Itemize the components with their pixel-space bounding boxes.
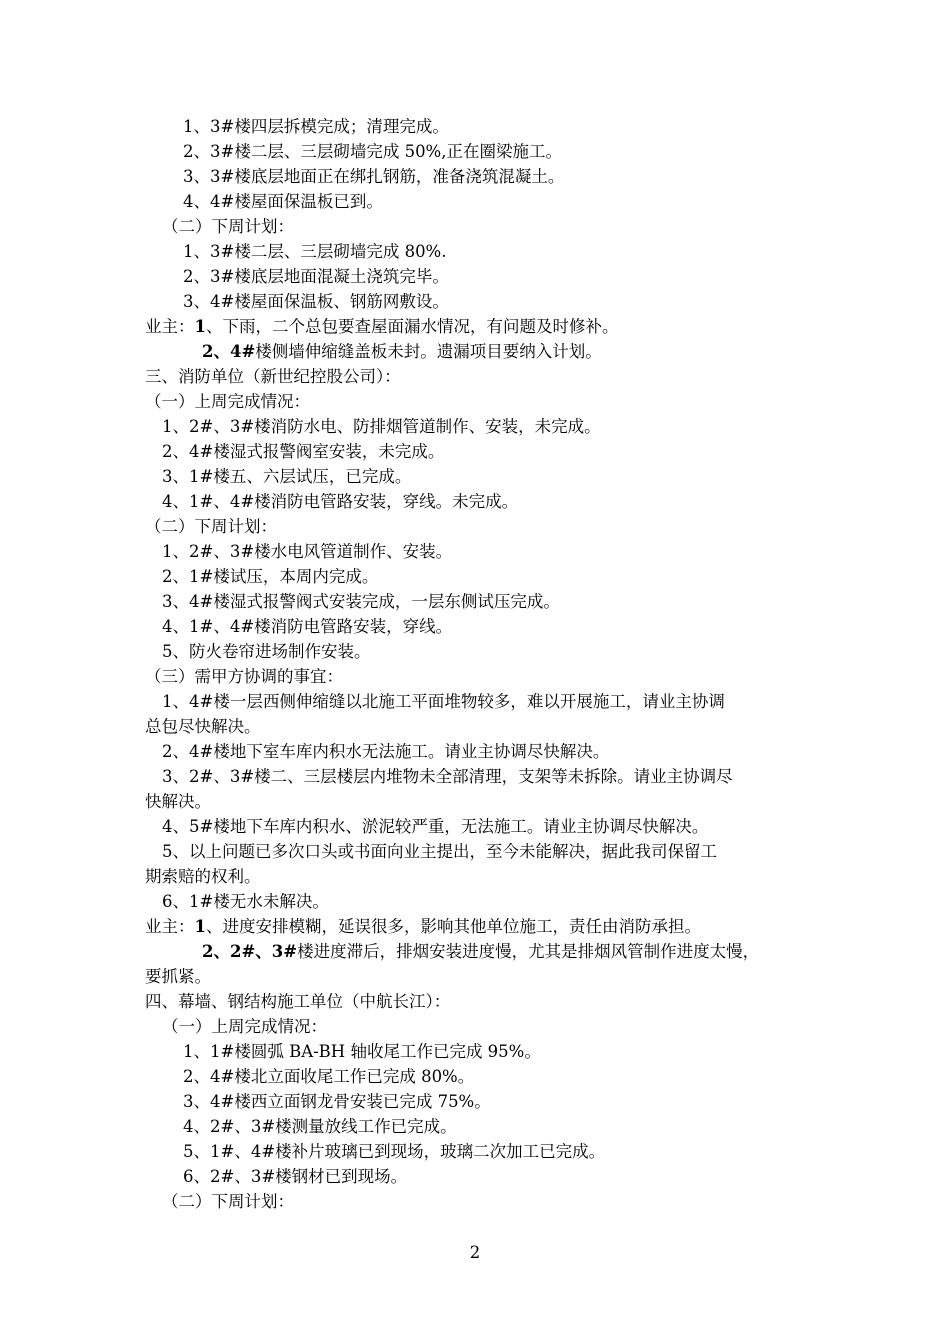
text-line: 总包尽快解决。 (145, 717, 261, 736)
bold-number: 2 (202, 342, 214, 361)
comment-text: 楼进度滞后，排烟安装进度慢，尤其是排烟风管制作进度太慢， (297, 942, 760, 961)
bold-number: 1 (194, 917, 206, 936)
text-line: 3、4#楼西立面钢龙骨安装已完成 75%。 (183, 1092, 491, 1111)
bold-text: 、2#、3# (213, 942, 298, 961)
text-line: 5、以上问题已多次口头或书面向业主提出，至今未能解决，据此我司保留工 (162, 842, 717, 861)
section-heading: 三、消防单位（新世纪控股公司）： (145, 367, 401, 386)
text-line: 3、4#楼屋面保温板、钢筋网敷设。 (183, 292, 449, 311)
section-heading: （二）下周计划： (162, 1192, 294, 1211)
text-line: 2、4#楼地下室车库内积水无法施工。请业主协调尽快解决。 (162, 742, 610, 761)
text-line: 1、1#楼圆弧 BA-BH 轴收尾工作已完成 95%。 (183, 1042, 541, 1061)
owner-comment-line (145, 917, 701, 937)
text-line: 1、2#、3#楼消防水电、防排烟管道制作、安装，未完成。 (162, 417, 601, 436)
comment-text: 楼侧墙伸缩缝盖板未封。遗漏项目要纳入计划。 (255, 342, 602, 361)
section-heading: （一）上周完成情况： (162, 1017, 327, 1036)
bold-number: 1 (194, 317, 206, 336)
text-line: 2、3#楼二层、三层砌墙完成 50%,正在圈梁施工。 (183, 142, 562, 161)
bold-text: 、4# (213, 342, 256, 361)
text-line: 1、3#楼四层拆模完成；清理完成。 (183, 117, 449, 136)
text-line: 4、4#楼屋面保温板已到。 (183, 192, 383, 211)
bold-number: 2 (202, 942, 214, 961)
owner-label: 业主： (145, 317, 195, 336)
text-line: 5、1#、4#楼补片玻璃已到现场，玻璃二次加工已完成。 (183, 1142, 606, 1161)
text-line: 3、3#楼底层地面正在绑扎钢筋，准备浇筑混凝土。 (183, 167, 565, 186)
section-heading: （二）下周计划： (145, 517, 277, 536)
text-line: 4、5#楼地下车库内积水、淤泥较严重，无法施工。请业主协调尽快解决。 (162, 817, 709, 836)
section-heading: （三）需甲方协调的事宜： (145, 667, 343, 686)
page-number: 2 (469, 1243, 481, 1262)
owner-comment-line (202, 342, 602, 362)
text-line: 2、1#楼试压，本周内完成。 (162, 567, 379, 586)
text-line: 6、2#、3#楼钢材已到现场。 (183, 1167, 408, 1186)
comment-text: 、进度安排模糊，延误很多，影响其他单位施工，责任由消防承担。 (205, 917, 701, 936)
text-line: 要抓紧。 (145, 967, 211, 986)
text-line: 4、2#、3#楼测量放线工作已完成。 (183, 1117, 457, 1136)
owner-label: 业主： (145, 917, 195, 936)
text-line: 期索赔的权利。 (145, 867, 261, 886)
text-line: 4、1#、4#楼消防电管路安装，穿线。未完成。 (162, 492, 519, 511)
section-heading: 四、幕墙、钢结构施工单位（中航长江）： (145, 992, 451, 1011)
text-line: 1、2#、3#楼水电风管道制作、安装。 (162, 542, 453, 561)
section-heading: （二）下周计划： (162, 217, 294, 236)
text-line: 3、4#楼湿式报警阀式安装完成，一层东侧试压完成。 (162, 592, 560, 611)
text-line: 2、3#楼底层地面混凝土浇筑完毕。 (183, 267, 449, 286)
text-line: 3、1#楼五、六层试压，已完成。 (162, 467, 412, 486)
text-line: 6、1#楼无水未解决。 (162, 892, 329, 911)
text-line: 快解决。 (145, 792, 211, 811)
text-line: 1、4#楼一层西侧伸缩缝以北施工平面堆物较多，难以开展施工，请业主协调 (162, 692, 725, 711)
section-heading: （一）上周完成情况： (145, 392, 310, 411)
text-line: 1、3#楼二层、三层砌墙完成 80%. (183, 242, 447, 261)
text-line: 3、2#、3#楼二、三层楼层内堆物未全部清理，支架等未拆除。请业主协调尽 (162, 767, 733, 786)
text-line: 5、防火卷帘进场制作安装。 (162, 642, 371, 661)
text-line: 4、1#、4#楼消防电管路安装，穿线。 (162, 617, 453, 636)
text-line: 2、4#楼北立面收尾工作已完成 80%。 (183, 1067, 475, 1086)
owner-comment-line (202, 942, 759, 962)
text-line: 2、4#楼湿式报警阀室安装，未完成。 (162, 442, 445, 461)
owner-comment-line (145, 317, 618, 337)
comment-text: 、下雨，二个总包要查屋面漏水情况，有问题及时修补。 (205, 317, 619, 336)
